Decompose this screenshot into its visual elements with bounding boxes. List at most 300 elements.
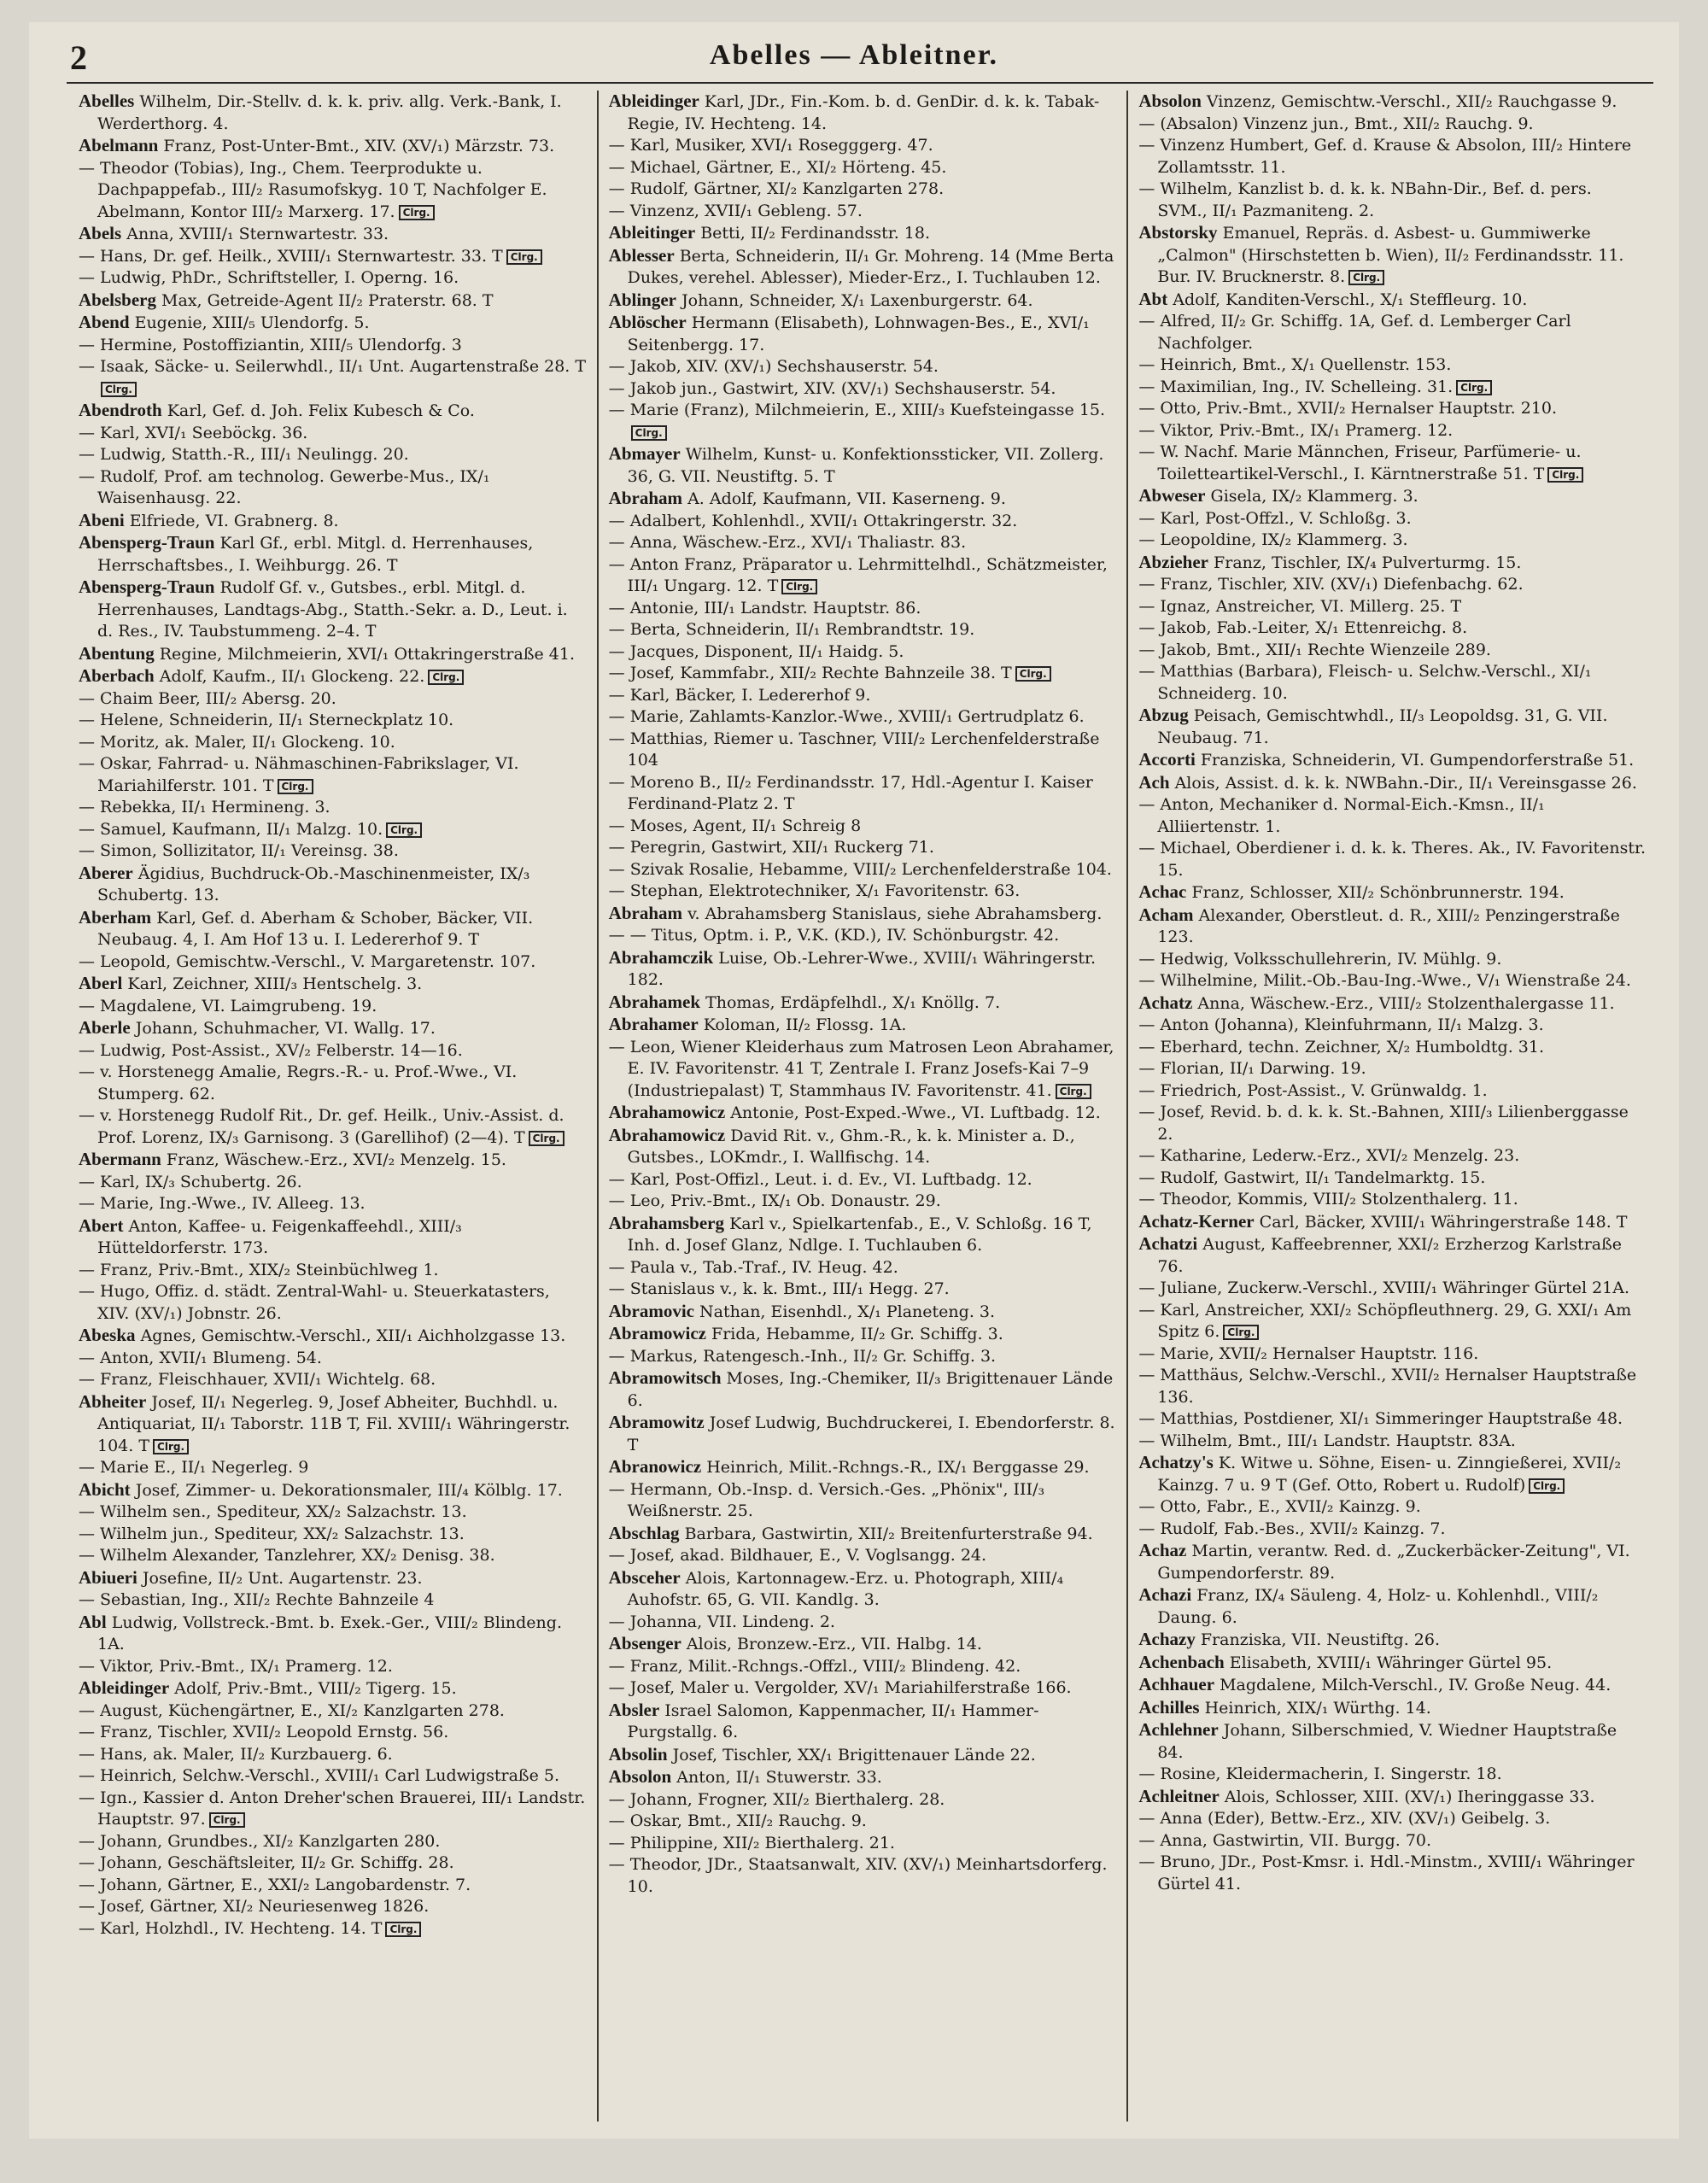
directory-entry bbox=[1138, 1211, 1647, 1234]
entry-details: — Leo, Priv.-Bmt., IX/₁ Ob. Donaustr. 29. bbox=[608, 1191, 941, 1210]
entry-surname: Achazi bbox=[1138, 1584, 1192, 1605]
entry-details: Alois, Schlosser, XIII. (XV/₁) Iheringgasse 33. bbox=[1224, 1787, 1595, 1806]
entry-details: — Theodor, JDr., Staatsanwalt, XIV. (XV/₁) Meinhartsdorferg. 10. bbox=[608, 1855, 1108, 1896]
clearing-badge: Clrg. bbox=[428, 670, 464, 685]
entry-surname: Abheiter bbox=[79, 1390, 147, 1412]
directory-entry bbox=[79, 444, 587, 466]
entry-details: — Marie, Zahlamts-Kanzlor.-Wwe., XVIII/₁ Gertrudplatz 6. bbox=[608, 707, 1085, 726]
directory-entry bbox=[1138, 617, 1647, 640]
entry-surname: Achatzi bbox=[1138, 1233, 1198, 1254]
entry-surname: Absolon bbox=[1138, 91, 1202, 111]
entry-surname: Abicht bbox=[79, 1478, 131, 1500]
directory-entry bbox=[79, 665, 587, 688]
entry-details: — Jakob, Bmt., XII/₁ Rechte Wienzeile 289. bbox=[1138, 640, 1491, 659]
entry-surname: Abschlag bbox=[608, 1522, 680, 1543]
entry-details: — Anton (Johanna), Kleinfuhrmann, II/₁ Malzg. 3. bbox=[1138, 1015, 1544, 1034]
directory-entry bbox=[609, 1367, 1117, 1412]
clearing-badge: Clrg. bbox=[631, 425, 667, 441]
entry-details: — Anton Franz, Präparator u. Lehrmittelhdl., Schätzmeister, III/₁ Ungarg. 12. T bbox=[608, 554, 1108, 595]
entry-details: Anna, Wäschew.-Erz., VIII/₂ Stolzenthalergasse 11. bbox=[1197, 993, 1615, 1013]
directory-entry bbox=[609, 816, 1117, 838]
clearing-badge: Clrg. bbox=[209, 1812, 245, 1828]
directory-entry bbox=[79, 973, 587, 996]
clearing-badge: Clrg. bbox=[1223, 1325, 1259, 1340]
directory-entry bbox=[1138, 596, 1647, 618]
entry-surname: Ach bbox=[1138, 771, 1170, 793]
entry-details: — Hedwig, Volksschullehrerin, IV. Mühlg. 9. bbox=[1138, 949, 1502, 969]
directory-entry bbox=[609, 400, 1117, 443]
directory-entry bbox=[79, 1325, 587, 1348]
directory-entry bbox=[1138, 442, 1647, 485]
entry-details: — Josef, Gärtner, XI/₂ Neuriesenweg 1826. bbox=[79, 1897, 430, 1916]
directory-entry bbox=[609, 532, 1117, 554]
directory-entry bbox=[1138, 485, 1647, 508]
directory-entry bbox=[79, 1852, 587, 1875]
entry-details: Anton, Kaffee- u. Feigenkaffeehdl., XIII/₃ Hütteldorferstr. 173. bbox=[97, 1216, 462, 1257]
entry-details: — Jakob jun., Gastwirt, XIV. (XV/₁) Sechshauserstr. 54. bbox=[608, 378, 1056, 398]
directory-entry bbox=[609, 619, 1117, 641]
directory-entry bbox=[79, 732, 587, 754]
entry-surname: Abt bbox=[1138, 288, 1168, 309]
entry-surname: Aberbach bbox=[79, 665, 155, 686]
directory-entry bbox=[609, 729, 1117, 772]
entry-details: Hermann (Elisabeth), Lohnwagen-Bes., E., XVI/₁ Seitenbergg. 17. bbox=[627, 313, 1090, 354]
directory-entry bbox=[79, 532, 587, 576]
entry-details: Koloman, II/₂ Flossg. 1A. bbox=[703, 1015, 907, 1034]
entry-details: — Rosine, Kleidermacherin, I. Singerstr. 18. bbox=[1138, 1765, 1502, 1783]
entry-details: — Marie (Franz), Milchmeierin, E., XIII/₃ Kuefsteingasse 15. bbox=[608, 401, 1106, 419]
directory-entry bbox=[1138, 91, 1647, 114]
entry-details: Ludwig, Vollstreck.-Bmt. b. Exek.-Ger., VIII/₂ Blindeng. 1A. bbox=[97, 1612, 562, 1653]
directory-entry bbox=[609, 157, 1117, 179]
directory-entry bbox=[1138, 508, 1647, 530]
entry-surname: Ablöscher bbox=[608, 312, 687, 332]
directory-entry bbox=[609, 511, 1117, 533]
entry-details: — Matthias, Postdiener, XI/₁ Simmeringer Hauptstraße 48. bbox=[1138, 1409, 1623, 1428]
entry-details: — (Absalon) Vinzenz jun., Bmt., XII/₂ Rauchg. 9. bbox=[1138, 114, 1534, 133]
entry-details: Adolf, Kaufm., II/₁ Glockeng. 22. bbox=[159, 667, 425, 686]
directory-entry bbox=[1138, 1519, 1647, 1541]
directory-entry bbox=[79, 1722, 587, 1744]
clearing-badge: Clrg. bbox=[153, 1439, 189, 1454]
directory-entry bbox=[609, 1677, 1117, 1700]
entry-details: Heinrich, XIX/₁ Würthg. 14. bbox=[1204, 1698, 1431, 1718]
directory-entry bbox=[609, 1523, 1117, 1546]
entry-details: — Friedrich, Post-Assist., V. Grünwaldg. 1. bbox=[1138, 1080, 1488, 1100]
entry-surname: Ableidinger bbox=[608, 91, 699, 111]
entry-details: — Eberhard, techn. Zeichner, X/₂ Humboldtg. 31. bbox=[1138, 1037, 1545, 1056]
entry-details: — Johann, Frogner, XII/₂ Bierthalerg. 28. bbox=[608, 1789, 945, 1809]
directory-entry bbox=[1138, 838, 1647, 881]
directory-entry bbox=[609, 1766, 1117, 1789]
entry-details: — Otto, Fabr., E., XVII/₂ Kainzg. 9. bbox=[1138, 1497, 1421, 1516]
entry-details: Anton, II/₁ Stuwerstr. 33. bbox=[676, 1768, 882, 1787]
entry-details: — Stephan, Elektrotechniker, X/₁ Favoritenstr. 63. bbox=[608, 881, 1021, 900]
directory-entry bbox=[1138, 377, 1647, 399]
entry-surname: Abrahamowicz bbox=[608, 1124, 726, 1145]
entry-details: — Hans, ak. Maler, II/₂ Kurzbauerg. 6. bbox=[79, 1744, 393, 1764]
directory-entry bbox=[79, 1040, 587, 1062]
directory-entry bbox=[1138, 1189, 1647, 1211]
directory-entry bbox=[79, 840, 587, 863]
entry-details: — Ludwig, Statth.-R., III/₁ Neulingg. 20. bbox=[79, 445, 409, 464]
directory-entry bbox=[609, 135, 1117, 157]
entry-surname: Achazy bbox=[1138, 1629, 1196, 1649]
entry-details: — Franz, Tischler, XVII/₂ Leopold Ernstg. 56. bbox=[79, 1723, 449, 1741]
directory-entry bbox=[1138, 1719, 1647, 1764]
directory-entry bbox=[1138, 794, 1647, 838]
entry-details: — Wilhelm sen., Spediteur, XX/₂ Salzachstr. 13. bbox=[79, 1502, 467, 1521]
directory-entry bbox=[609, 201, 1117, 223]
entry-details: — Szivak Rosalie, Hebamme, VIII/₂ Lerchenfelderstraße 104. bbox=[608, 859, 1112, 879]
entry-details: — Hermine, Postoffiziantin, XIII/₅ Ulendorfg. 3 bbox=[79, 335, 462, 354]
entry-details: — Anna, Gastwirtin, VII. Burgg. 70. bbox=[1138, 1830, 1432, 1850]
directory-entry bbox=[1138, 1408, 1647, 1431]
directory-entry bbox=[1138, 1697, 1647, 1720]
entry-details: — Michael, Gärtner, E., XI/₂ Hörteng. 45. bbox=[608, 157, 947, 177]
entry-details: Josef, Zimmer- u. Dekorationsmaler, III/₄ Kölblg. 17. bbox=[135, 1480, 563, 1500]
directory-entry bbox=[1138, 1584, 1647, 1629]
entry-details: Adolf, Priv.-Bmt., VIII/₂ Tigerg. 15. bbox=[174, 1679, 457, 1698]
entry-details: — Paula v., Tab.-Traf., IV. Heug. 42. bbox=[608, 1257, 898, 1277]
entry-details: — Johanna, VII. Lindeng. 2. bbox=[608, 1612, 835, 1631]
entry-details: — Matthias, Riemer u. Taschner, VIII/₂ Lerchenfelderstraße 104 bbox=[608, 729, 1100, 770]
entry-details: — Karl, IX/₃ Schubertg. 26. bbox=[79, 1172, 302, 1191]
entry-details: — Wilhelm, Bmt., III/₁ Landstr. Hauptstr. 83A. bbox=[1138, 1431, 1516, 1450]
entry-details: Wilhelm, Dir.-Stellv. d. k. k. priv. allg. Verk.-Bank, I. Werderthorg. 4. bbox=[97, 92, 562, 133]
entry-details: — Viktor, Priv.-Bmt., IX/₁ Pramerg. 12. bbox=[1138, 420, 1454, 440]
entry-surname: Abeni bbox=[79, 509, 125, 530]
directory-entry bbox=[79, 312, 587, 335]
clearing-badge: Clrg. bbox=[278, 779, 313, 794]
entry-surname: Abweser bbox=[1138, 485, 1206, 506]
directory-entry bbox=[1138, 398, 1647, 420]
entry-details: — Isaak, Säcke- u. Seilerwhdl., II/₁ Unt. Augartenstraße 28. T bbox=[79, 357, 587, 376]
directory-entry bbox=[1138, 1278, 1647, 1300]
entry-surname: Abermann bbox=[79, 1149, 161, 1169]
entry-surname: Achleitner bbox=[1138, 1785, 1220, 1806]
entry-surname: Abendroth bbox=[79, 400, 162, 420]
entry-surname: Abrahamczik bbox=[608, 946, 714, 968]
entry-details: Luise, Ob.-Lehrer-Wwe., XVIII/₁ Währingerstr. 182. bbox=[627, 948, 1097, 989]
entry-details: — Samuel, Kaufmann, II/₁ Malzg. 10. bbox=[79, 819, 383, 839]
directory-entry bbox=[609, 290, 1117, 313]
entry-details: — Maximilian, Ing., IV. Schelleing. 31. bbox=[1138, 377, 1454, 396]
directory-entry bbox=[1138, 949, 1647, 971]
entry-details: Franziska, VII. Neustiftg. 26. bbox=[1200, 1630, 1440, 1649]
entry-details: Franz, Tischler, IX/₄ Pulverturmg. 15. bbox=[1214, 553, 1522, 572]
entry-details: — Ludwig, Post-Assist., XV/₂ Felberstr. 14—16. bbox=[79, 1040, 463, 1060]
entry-details: — Heinrich, Bmt., X/₁ Quellenstr. 153. bbox=[1138, 355, 1452, 374]
entry-details: Franz, Post-Unter-Bmt., XIV. (XV/₁) Märzstr. 73. bbox=[163, 137, 555, 155]
entry-details: — Viktor, Priv.-Bmt., IX/₁ Pramerg. 12. bbox=[79, 1656, 393, 1676]
entry-details: — Vinzenz Humbert, Gef. d. Krause & Absolon, III/₂ Hintere Zollamtsstr. 11. bbox=[1138, 136, 1632, 177]
entry-details: — August, Küchengärtner, E., XI/₂ Kanzlgarten 278. bbox=[79, 1700, 505, 1720]
clearing-badge: Clrg. bbox=[781, 579, 817, 594]
directory-entry bbox=[1138, 1652, 1647, 1675]
entry-details: — Bruno, JDr., Post-Kmsr. i. Hdl.-Minstm., XVIII/₁ Währinger Gürtel 41. bbox=[1138, 1852, 1635, 1893]
directory-entry bbox=[1138, 640, 1647, 662]
entry-details: — Franz, Milit.-Rchngs.-Offzl., VIII/₂ Blindeng. 42. bbox=[608, 1656, 1021, 1676]
directory-entry bbox=[609, 1811, 1117, 1833]
entry-details: Ägidius, Buchdruck-Ob.-Maschinenmeister, IX/₃ Schubertg. 13. bbox=[97, 863, 530, 904]
directory-entry bbox=[609, 685, 1117, 707]
entry-surname: Aberl bbox=[79, 973, 123, 993]
clearing-badge: Clrg. bbox=[386, 822, 422, 838]
entry-surname: Abranowicz bbox=[608, 1456, 702, 1477]
directory-entry bbox=[79, 951, 587, 974]
entry-details: — Jakob, Fab.-Leiter, X/₁ Ettenreichg. 8. bbox=[1138, 618, 1468, 637]
directory-entry bbox=[609, 245, 1117, 290]
directory-entry bbox=[1138, 1786, 1647, 1809]
entry-surname: Abeska bbox=[79, 1325, 136, 1345]
directory-entry bbox=[609, 1612, 1117, 1634]
entry-details: — Katharine, Lederw.-Erz., XVI/₂ Menzelg. 23. bbox=[1138, 1146, 1520, 1165]
entry-details: — Rudolf, Fab.-Bes., XVII/₂ Kainzg. 7. bbox=[1138, 1519, 1446, 1538]
directory-entry bbox=[79, 135, 587, 158]
entry-details: — Karl, Musiker, XVI/₁ Rosegggerg. 47. bbox=[608, 136, 933, 155]
directory-entry bbox=[79, 1457, 587, 1479]
entry-details: — Oskar, Bmt., XII/₂ Rauchg. 9. bbox=[608, 1811, 867, 1830]
entry-details: — Josef, Maler u. Vergolder, XV/₁ Mariahilferstraße 166. bbox=[608, 1678, 1072, 1697]
clearing-badge: Clrg. bbox=[1056, 1084, 1091, 1099]
directory-entry bbox=[1138, 354, 1647, 377]
entry-surname: Absolon bbox=[608, 1766, 672, 1787]
entry-details: — Philippine, XII/₂ Bierthalerg. 21. bbox=[608, 1833, 895, 1852]
directory-entry bbox=[609, 1656, 1117, 1678]
entry-details: Gisela, IX/₂ Klammerg. 3. bbox=[1210, 487, 1418, 506]
entry-details: Johann, Schuhmacher, VI. Wallg. 17. bbox=[135, 1019, 436, 1038]
directory-entry bbox=[1138, 772, 1647, 795]
directory-entry bbox=[79, 1524, 587, 1546]
entry-details: — Markus, Ratengesch.-Inh., II/₂ Gr. Schiffg. 3. bbox=[608, 1346, 997, 1366]
directory-entry bbox=[609, 488, 1117, 511]
clearing-badge: Clrg. bbox=[1529, 1478, 1565, 1494]
entry-details: — Marie, XVII/₂ Hernalser Hauptstr. 116. bbox=[1138, 1343, 1479, 1363]
entry-surname: Abstorsky bbox=[1138, 222, 1218, 243]
entry-details: Emanuel, Repräs. d. Asbest- u. Gummiwerke „Calmon" (Hirschstetten b. Wien), II/₂ Ferdinandsstr. 11. Bur. IV. Brucknerstr. 8. bbox=[1157, 224, 1624, 286]
entry-details: Carl, Bäcker, XVIII/₁ Währingerstraße 148. T bbox=[1259, 1212, 1628, 1232]
entry-details: — Moreno B., II/₂ Ferdinandsstr. 17, Hdl.-Agentur I. Kaiser Ferdinand-Platz 2. T bbox=[608, 772, 1093, 813]
entry-details: Karl v., Spielkartenfab., E., V. Schloßg. 16 T, Inh. d. Josef Glanz, Ndlge. I. Tuchlauben 6. bbox=[627, 1214, 1092, 1255]
directory-entry bbox=[1138, 1852, 1647, 1895]
entry-surname: Ablesser bbox=[608, 244, 675, 266]
directory-entry bbox=[1138, 705, 1647, 749]
directory-entry bbox=[79, 1765, 587, 1788]
entry-details: Regine, Milchmeierin, XVI/₁ Ottakringerstraße 41. bbox=[159, 644, 576, 664]
clearing-badge: Clrg. bbox=[399, 205, 435, 220]
entry-surname: Absolin bbox=[608, 1743, 668, 1765]
directory-entry bbox=[79, 1545, 587, 1567]
entry-details: — Moritz, ak. Maler, II/₁ Glockeng. 10. bbox=[79, 732, 395, 752]
directory-entry bbox=[609, 1279, 1117, 1301]
directory-entry bbox=[79, 863, 587, 907]
entry-details: — Wilhelm jun., Spediteur, XX/₂ Salzachstr. 13. bbox=[79, 1524, 465, 1543]
entry-details: — Florian, II/₁ Darwing. 19. bbox=[1138, 1059, 1366, 1078]
entry-surname: Abensperg-Traun bbox=[79, 576, 215, 597]
directory-entry bbox=[79, 1369, 587, 1391]
directory-entry bbox=[609, 1633, 1117, 1656]
entry-details: Agnes, Gemischtw.-Verschl., XII/₁ Aichholzgasse 13. bbox=[140, 1326, 566, 1345]
clearing-badge: Clrg. bbox=[1456, 380, 1492, 395]
directory-entry bbox=[1138, 1080, 1647, 1103]
entry-details: Josef, II/₁ Negerleg. 9, Josef Abheiter, Buchhdl. u. Antiquariat, II/₁ Taborstr. 11B T, Fil. XVIII/₁ Währingerstr. 104. T bbox=[97, 1392, 570, 1455]
entry-details: — Marie, Ing.-Wwe., IV. Alleeg. 13. bbox=[79, 1194, 366, 1213]
entry-details: — Antonie, III/₁ Landstr. Hauptstr. 86. bbox=[608, 598, 921, 617]
directory-entry bbox=[79, 246, 587, 268]
entry-details: August, Kaffeebrenner, XXI/₂ Erzherzog Karlstraße 76. bbox=[1157, 1235, 1623, 1276]
directory-entry bbox=[1138, 1674, 1647, 1697]
directory-entry bbox=[1138, 530, 1647, 552]
directory-entry bbox=[609, 925, 1117, 947]
directory-entry bbox=[1138, 1496, 1647, 1519]
entry-surname: Abrahamek bbox=[608, 991, 701, 1012]
header-rule bbox=[67, 82, 1653, 84]
entry-details: — Wilhelmine, Milit.-Ob.-Bau-Ing.-Wwe., V/₁ Wienstraße 24. bbox=[1138, 971, 1631, 990]
entry-details: Karl Gf., erbl. Mitgl. d. Herrenhauses, Herrschaftsbes., I. Weihburgg. 26. T bbox=[97, 534, 534, 575]
entry-details: — Hugo, Offiz. d. städt. Zentral-Wahl- u. Steuerkatasters, XIV. (XV/₁) Jobnstr. 26. bbox=[79, 1282, 550, 1323]
entry-details: Vinzenz, Gemischtw.-Verschl., XII/₂ Rauchgasse 9. bbox=[1206, 92, 1617, 111]
entry-details: — W. Nachf. Marie Männchen, Friseur, Parfümerie- u. Toiletteartikel-Verschl., I. Kärntnerstraße 51. T bbox=[1138, 442, 1582, 483]
entry-surname: Aberer bbox=[79, 862, 133, 883]
directory-entry bbox=[79, 1017, 587, 1040]
entry-details: Franz, Wäschew.-Erz., XVI/₂ Menzelg. 15. bbox=[166, 1150, 506, 1169]
directory-entry bbox=[609, 706, 1117, 729]
directory-entry bbox=[1138, 179, 1647, 222]
entry-details: — Ign., Kassier d. Anton Dreher'schen Brauerei, III/₁ Landstr. Hauptstr. 97. bbox=[79, 1788, 586, 1829]
entry-details: Frida, Hebamme, II/₂ Gr. Schiffg. 3. bbox=[711, 1325, 1003, 1343]
clearing-badge: Clrg. bbox=[1547, 467, 1583, 483]
entry-surname: Abramovic bbox=[608, 1300, 694, 1321]
entry-details: — Theodor, Kommis, VIII/₂ Stolzenthalerg. 11. bbox=[1138, 1190, 1518, 1209]
entry-details: — Alfred, II/₂ Gr. Schiffg. 1A, Gef. d. Lemberger Carl Nachfolger. bbox=[1138, 312, 1571, 353]
entry-details: Barbara, Gastwirtin, XII/₂ Breitenfurterstraße 94. bbox=[684, 1524, 1093, 1543]
entry-details: Karl, Zeichner, XIII/₃ Hentschelg. 3. bbox=[127, 974, 423, 993]
entry-details: — Michael, Oberdiener i. d. k. k. Theres. Ak., IV. Favoritenstr. 15. bbox=[1138, 839, 1646, 880]
entry-details: — Magdalene, VI. Laimgrubeng. 19. bbox=[79, 996, 377, 1015]
entry-details: Martin, verantw. Red. d. „Zuckerbäcker-Zeitung", VI. Gumpendorferstr. 89. bbox=[1157, 1542, 1630, 1583]
directory-entry bbox=[79, 1788, 587, 1831]
directory-entry bbox=[79, 907, 587, 951]
directory-entry bbox=[609, 772, 1117, 816]
directory-entry bbox=[1138, 881, 1647, 904]
entry-details: — Franz, Priv.-Bmt., XIX/₂ Steinbüchlweg 1. bbox=[79, 1260, 439, 1279]
entry-details: Magdalene, Milch-Verschl., IV. Große Neug. 44. bbox=[1220, 1676, 1611, 1694]
directory-entry bbox=[1138, 289, 1647, 312]
directory-entry bbox=[609, 312, 1117, 356]
directory-entry bbox=[79, 356, 587, 400]
entry-details: Max, Getreide-Agent II/₂ Praterstr. 68. T bbox=[161, 290, 494, 310]
directory-entry bbox=[79, 91, 587, 135]
entry-details: Peisach, Gemischtwhdl., II/₃ Leopoldsg. 31, G. VII. Neubaug. 71. bbox=[1157, 706, 1608, 747]
entry-details: — Franz, Fleischhauer, XVII/₁ Wichtelg. 68. bbox=[79, 1370, 436, 1389]
directory-entry bbox=[609, 1479, 1117, 1523]
entry-surname: Absceher bbox=[608, 1566, 681, 1588]
directory-entry bbox=[79, 1918, 587, 1940]
entry-details: — Wilhelm, Kanzlist b. d. k. k. NBahn-Dir., Bef. d. pers. SVM., II/₁ Pazmaniteng. 2. bbox=[1138, 179, 1592, 220]
directory-entry bbox=[609, 1789, 1117, 1811]
directory-entry bbox=[79, 1062, 587, 1105]
entry-details: Alois, Assist. d. k. k. NWBahn.-Dir., II/₁ Vereinsgasse 26. bbox=[1174, 773, 1637, 793]
directory-entry bbox=[79, 1700, 587, 1723]
entry-details: Heinrich, Milit.-Rchngs.-R., IX/₁ Berggasse 29. bbox=[706, 1458, 1090, 1477]
entry-details: — Rudolf, Gärtner, XI/₂ Kanzlgarten 278. bbox=[608, 179, 945, 198]
entry-details: — Karl, Anstreicher, XXI/₂ Schöpfleuthnerg. 29, G. XXI/₁ Am Spitz 6. bbox=[1138, 1300, 1632, 1341]
clearing-badge: Clrg. bbox=[1015, 666, 1051, 682]
entry-details: — Rudolf, Gastwirt, II/₁ Tandelmarktg. 15. bbox=[1138, 1168, 1486, 1187]
entry-surname: Achilles bbox=[1138, 1696, 1200, 1718]
entry-details: Franz, IX/₄ Säuleng. 4, Holz- u. Kohlenhdl., VIII/₂ Daung. 6. bbox=[1157, 1586, 1599, 1627]
entry-details: — Helene, Schneiderin, II/₁ Sterneckplatz 10. bbox=[79, 711, 454, 729]
directory-entry bbox=[609, 1833, 1117, 1855]
entry-surname: Achaz bbox=[1138, 1540, 1187, 1560]
entry-surname: Achac bbox=[1138, 881, 1187, 902]
directory-entry bbox=[79, 1612, 587, 1656]
entry-details: — Sebastian, Ing., XII/₂ Rechte Bahnzeile 4 bbox=[79, 1590, 435, 1609]
entry-details: — Josef, Kammfabr., XII/₂ Rechte Bahnzeile 38. T bbox=[608, 664, 1012, 682]
directory-entry bbox=[1138, 904, 1647, 949]
directory-entry bbox=[1138, 1168, 1647, 1190]
directory-entry bbox=[1138, 1629, 1647, 1652]
directory-entry bbox=[609, 1323, 1117, 1346]
entry-surname: Achatzy's bbox=[1138, 1452, 1214, 1472]
entry-surname: Achlehner bbox=[1138, 1719, 1219, 1740]
directory-entry bbox=[609, 356, 1117, 378]
directory-entry bbox=[79, 290, 587, 313]
directory-entry bbox=[79, 1831, 587, 1853]
entry-surname: Abraham bbox=[608, 902, 683, 923]
directory-entry bbox=[609, 1700, 1117, 1744]
entry-details: — Hermann, Ob.-Insp. d. Versich.-Ges. „Phönix", III/₃ Weißnerstr. 25. bbox=[608, 1479, 1045, 1520]
entry-details: — Anna, Wäschew.-Erz., XVI/₁ Thaliastr. 83. bbox=[608, 533, 967, 552]
entry-surname: Abelles bbox=[79, 91, 135, 111]
entry-surname: Abramowitsch bbox=[608, 1367, 722, 1388]
entry-details: — Ludwig, PhDr., Schriftsteller, I. Operng. 16. bbox=[79, 268, 459, 287]
directory-entry bbox=[1138, 420, 1647, 442]
directory-entry bbox=[1138, 1058, 1647, 1080]
entry-surname: Abensperg-Traun bbox=[79, 532, 215, 553]
column-2 bbox=[597, 91, 1127, 2122]
column-3 bbox=[1126, 91, 1657, 2122]
directory-entry bbox=[79, 1896, 587, 1918]
directory-entry bbox=[79, 158, 587, 224]
entry-details: Adolf, Kanditen-Verschl., X/₁ Steffleurg. 10. bbox=[1173, 290, 1528, 309]
directory-entry bbox=[609, 1545, 1117, 1567]
entry-details: — Josef, Revid. b. d. k. k. St.-Bahnen, XIII/₃ Lilienberggasse 2. bbox=[1138, 1103, 1629, 1144]
directory-entry bbox=[79, 710, 587, 732]
entry-details: — Rudolf, Prof. am technolog. Gewerbe-Mus., IX/₁ Waisenhausg. 22. bbox=[79, 466, 490, 507]
entry-details: — Oskar, Fahrrad- u. Nähmaschinen-Fabrikslager, VI. Mariahilferstr. 101. T bbox=[79, 754, 519, 795]
directory-entry bbox=[609, 1412, 1117, 1456]
directory-entry bbox=[79, 335, 587, 357]
entry-details: — Franz, Tischler, XIV. (XV/₁) Diefenbachg. 62. bbox=[1138, 575, 1524, 594]
entry-surname: Abraham bbox=[608, 488, 683, 508]
entry-details: Alois, Kartonnagew.-Erz. u. Photograph, XIII/₄ Auhofstr. 65, G. VII. Kandlg. 3. bbox=[627, 1568, 1064, 1609]
entry-surname: Ableitinger bbox=[608, 222, 696, 243]
directory-entry bbox=[1138, 1145, 1647, 1168]
directory-entry bbox=[79, 576, 587, 643]
directory-entry bbox=[609, 641, 1117, 664]
entry-surname: Aberle bbox=[79, 1017, 131, 1038]
directory-entry bbox=[1138, 1431, 1647, 1453]
directory-entry bbox=[1138, 1452, 1647, 1496]
entry-surname: Accorti bbox=[1138, 749, 1196, 770]
directory-entry bbox=[609, 222, 1117, 245]
directory-entry bbox=[1138, 1233, 1647, 1278]
directory-entry bbox=[1138, 1015, 1647, 1037]
entry-details: — Ignaz, Anstreicher, VI. Millerg. 25. T bbox=[1138, 596, 1462, 616]
directory-entry bbox=[1138, 1102, 1647, 1145]
